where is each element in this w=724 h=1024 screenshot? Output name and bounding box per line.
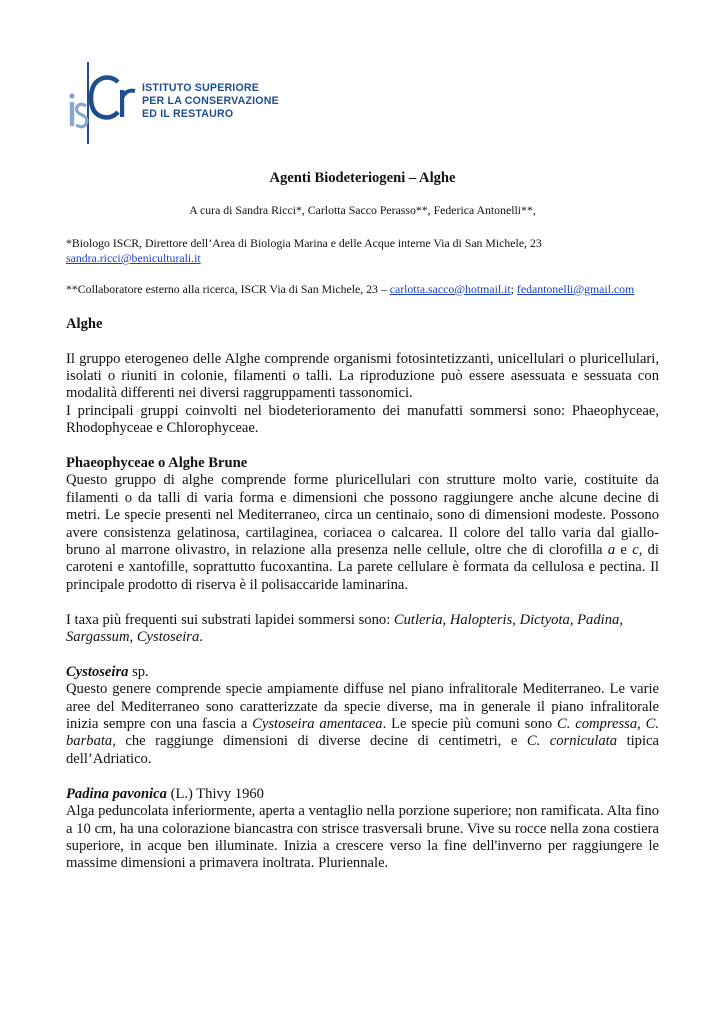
cystoseira-paragraph (66, 681, 659, 768)
phaeo-text-2: , di caroteni e xantofille, soprattutto fucoxantina. La parete cellulare è formata da cellulosa e pectina. Il principale prodotto di riserva è il polisaccaride laminarina. (66, 542, 659, 593)
email-link-sacco[interactable]: carlotta.sacco@hotmail.it (389, 281, 511, 296)
cysto-text-b: . Le specie più comuni sono (382, 716, 558, 733)
iscr-logo (62, 60, 279, 148)
cysto-corniculata: C. corniculata (526, 733, 618, 750)
phaeo-and: e (615, 542, 633, 559)
intro-paragraph-2: I principali gruppi coinvolti nel biodeterioramento dei manufatti sommersi sono: Phaeophyceae, Rhodophyceae e Chlorophyceae. (66, 402, 659, 437)
phaeophyceae-paragraph (66, 472, 659, 594)
taxa-intro: I taxa più frequenti sui substrati lapidei sommersi sono: (66, 611, 394, 628)
cysto-text-a: Questo genere comprende specie ampiamente diffuse nel piano infralitorale Mediterraneo. Le varie aree del Mediterraneo sono caratterizzate da specie diverse, ma in generale il piano infralitorale inizia sempre con una fascia a (66, 681, 659, 733)
cysto-text-d: , che raggiunge dimensioni di diverse decine di centimetri, e (112, 733, 527, 750)
padina-heading (66, 786, 659, 803)
padina-title: Padina pavonica (66, 785, 167, 802)
phaeophyceae-heading: Phaeophyceae o Alghe Brune (66, 455, 248, 472)
authors-line: A cura di Sandra Ricci*, Carlotta Sacco Perasso**, Federica Antonelli**, (189, 203, 536, 218)
logo-line-1: ISTITUTO SUPERIORE (142, 82, 260, 94)
cystoseira-heading (66, 664, 659, 681)
cysto-text-c: , (637, 716, 646, 733)
padina-author: (L.) Thivy 1960 (166, 785, 264, 802)
cysto-compressa: C. compressa (557, 716, 638, 733)
iscr-logo-mark (62, 60, 138, 148)
section-title-alghe: Alghe (66, 316, 103, 333)
affiliation-2-text: **Collaboratore esterno alla ricerca, ISCR Via di San Michele, 23 – (66, 281, 390, 296)
affiliation-1 (66, 236, 659, 265)
phaeo-text-1: Questo gruppo di alghe comprende forme pluricellulari con strutture molto varie, costituite da filamenti o da talli di varia forma e dimensioni che possono raggiungere anche alcune decine di metri. Le specie presenti nel Mediterraneo, circa un centinaio, sono di dimensioni modeste. Possono avere consistenza gelatinosa, cartilaginea, coriacea o calcarea. Il colore del tallo varia dal giallo-bruno al marrone olivastro, in relazione alla presenza nelle cellule, oltre che di clorofilla (66, 472, 659, 559)
affiliation-1-text: *Biologo ISCR, Direttore dell’Area di Biologia Marina e delle Acque interne Via di San Michele, 23 (66, 236, 542, 251)
document-title: Agenti Biodeteriogeni – Alghe (269, 170, 456, 186)
padina-paragraph: Alga peduncolata inferiormente, aperta a ventaglio nella porzione superiore; non ramificata. Alta fino a 10 cm, ha una colorazione biancastra con strisce trasversali brune. Vive su rocce nella zona costiera superiore, in acque ben illuminate. Inizia a crescere verso la fine dell'inverno per raggiungere le massime dimensioni a primavera inoltrata. Pluriennale. (66, 803, 659, 872)
cysto-amentacea: Cystoseira amentacea (252, 716, 383, 733)
taxa-comma: , (569, 611, 578, 628)
email-link-ricci[interactable]: sandra.ricci@beniculturali.it (66, 251, 201, 265)
logo-line-2: PER LA CONSERVAZIONE (142, 95, 279, 107)
chlorophyll-a: a (607, 542, 616, 559)
cysto-barbata: C. barbata (66, 716, 660, 750)
taxa-list-1: Cutleria, Halopteris, Dictyota (393, 611, 570, 628)
logo-line-3: ED IL RESTAURO (142, 108, 234, 120)
logo-name (142, 82, 279, 121)
taxa-paragraph (66, 612, 659, 647)
taxa-list-2: Padina, Sargassum, Cystoseira (66, 611, 623, 646)
email-separator: ; (510, 281, 517, 296)
chlorophyll-c: c (632, 542, 639, 559)
cysto-text-e: tipica dell’Adriatico. (66, 733, 659, 767)
affiliation-2 (66, 282, 659, 297)
cystoseira-sp: sp. (128, 663, 149, 680)
taxa-end: . (199, 629, 203, 646)
document-body (66, 170, 659, 873)
intro-paragraph-1: Il gruppo eterogeneo delle Alghe comprende organismi fotosintetizzanti, unicellulari o pluricellulari, isolati o riuniti in colonie, filamenti o talli. La riproduzione può essere asessuata e sessuata con modalità differenti nei diversi raggruppamenti tassonomici. (66, 350, 659, 402)
email-link-antonelli[interactable]: fedantonelli@gmail.com (516, 281, 635, 296)
cystoseira-title: Cystoseira (66, 663, 129, 680)
